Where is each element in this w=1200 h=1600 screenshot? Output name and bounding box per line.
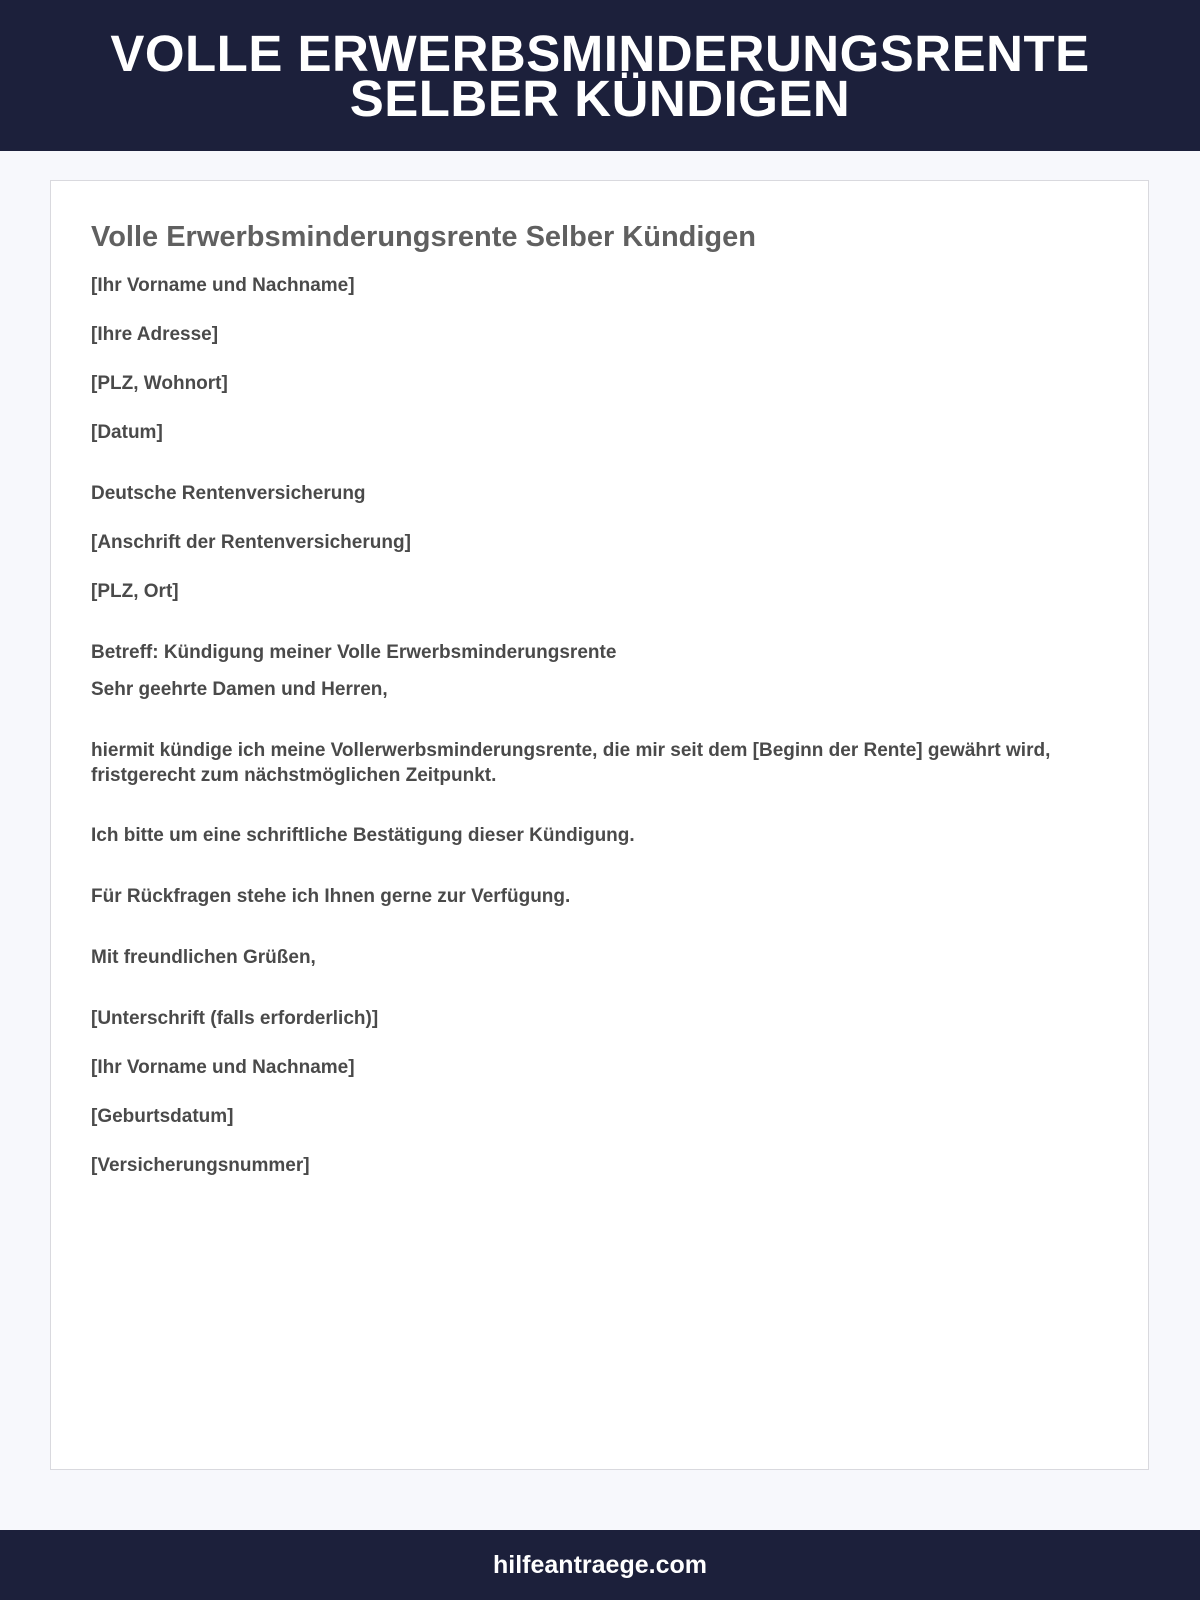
sender-city: [PLZ, Wohnort] bbox=[91, 373, 228, 394]
page-footer bbox=[0, 1530, 1200, 1600]
sender-name: [Ihr Vorname und Nachname] bbox=[91, 275, 355, 296]
signature-insurance-number: [Versicherungsnummer] bbox=[91, 1155, 310, 1176]
letter-card bbox=[50, 180, 1149, 1470]
recipient-city: [PLZ, Ort] bbox=[91, 581, 179, 602]
letter-subject: Betreff: Kündigung meiner Volle Erwerbsminderungsrente bbox=[91, 642, 617, 663]
recipient-address: [Anschrift der Rentenversicherung] bbox=[91, 532, 411, 553]
footer-site-link[interactable]: hilfeantraege.com bbox=[493, 1550, 707, 1579]
letter-body-paragraph-1: hiermit kündige ich meine Vollerwerbsminderungsrente, die mir seit dem [Beginn der Rente] gewährt wird, fristgerecht zum nächstmöglichen Zeitpunkt. bbox=[91, 740, 1051, 786]
letter-content bbox=[91, 219, 1101, 1176]
recipient-org: Deutsche Rentenversicherung bbox=[91, 483, 366, 504]
page-header-banner bbox=[0, 0, 1200, 151]
letter-salutation: Sehr geehrte Damen und Herren, bbox=[91, 679, 388, 700]
letter-body-paragraph-2: Ich bitte um eine schriftliche Bestätigung dieser Kündigung. bbox=[91, 825, 635, 846]
signature-placeholder: [Unterschrift (falls erforderlich)] bbox=[91, 1008, 379, 1029]
letter-date: [Datum] bbox=[91, 422, 163, 443]
header-title-line-1: VOLLE ERWERBSMINDERUNGSRENTE bbox=[110, 24, 1090, 82]
signature-name: [Ihr Vorname und Nachname] bbox=[91, 1057, 355, 1078]
sender-address: [Ihre Adresse] bbox=[91, 324, 219, 345]
header-title-line-2: SELBER KÜNDIGEN bbox=[349, 69, 851, 127]
letter-closing: Mit freundlichen Grüßen, bbox=[91, 947, 316, 968]
signature-birthdate: [Geburtsdatum] bbox=[91, 1106, 234, 1127]
letter-body-paragraph-3: Für Rückfragen stehe ich Ihnen gerne zur Verfügung. bbox=[91, 886, 571, 907]
letter-title: Volle Erwerbsminderungsrente Selber Kündigen bbox=[91, 221, 756, 253]
